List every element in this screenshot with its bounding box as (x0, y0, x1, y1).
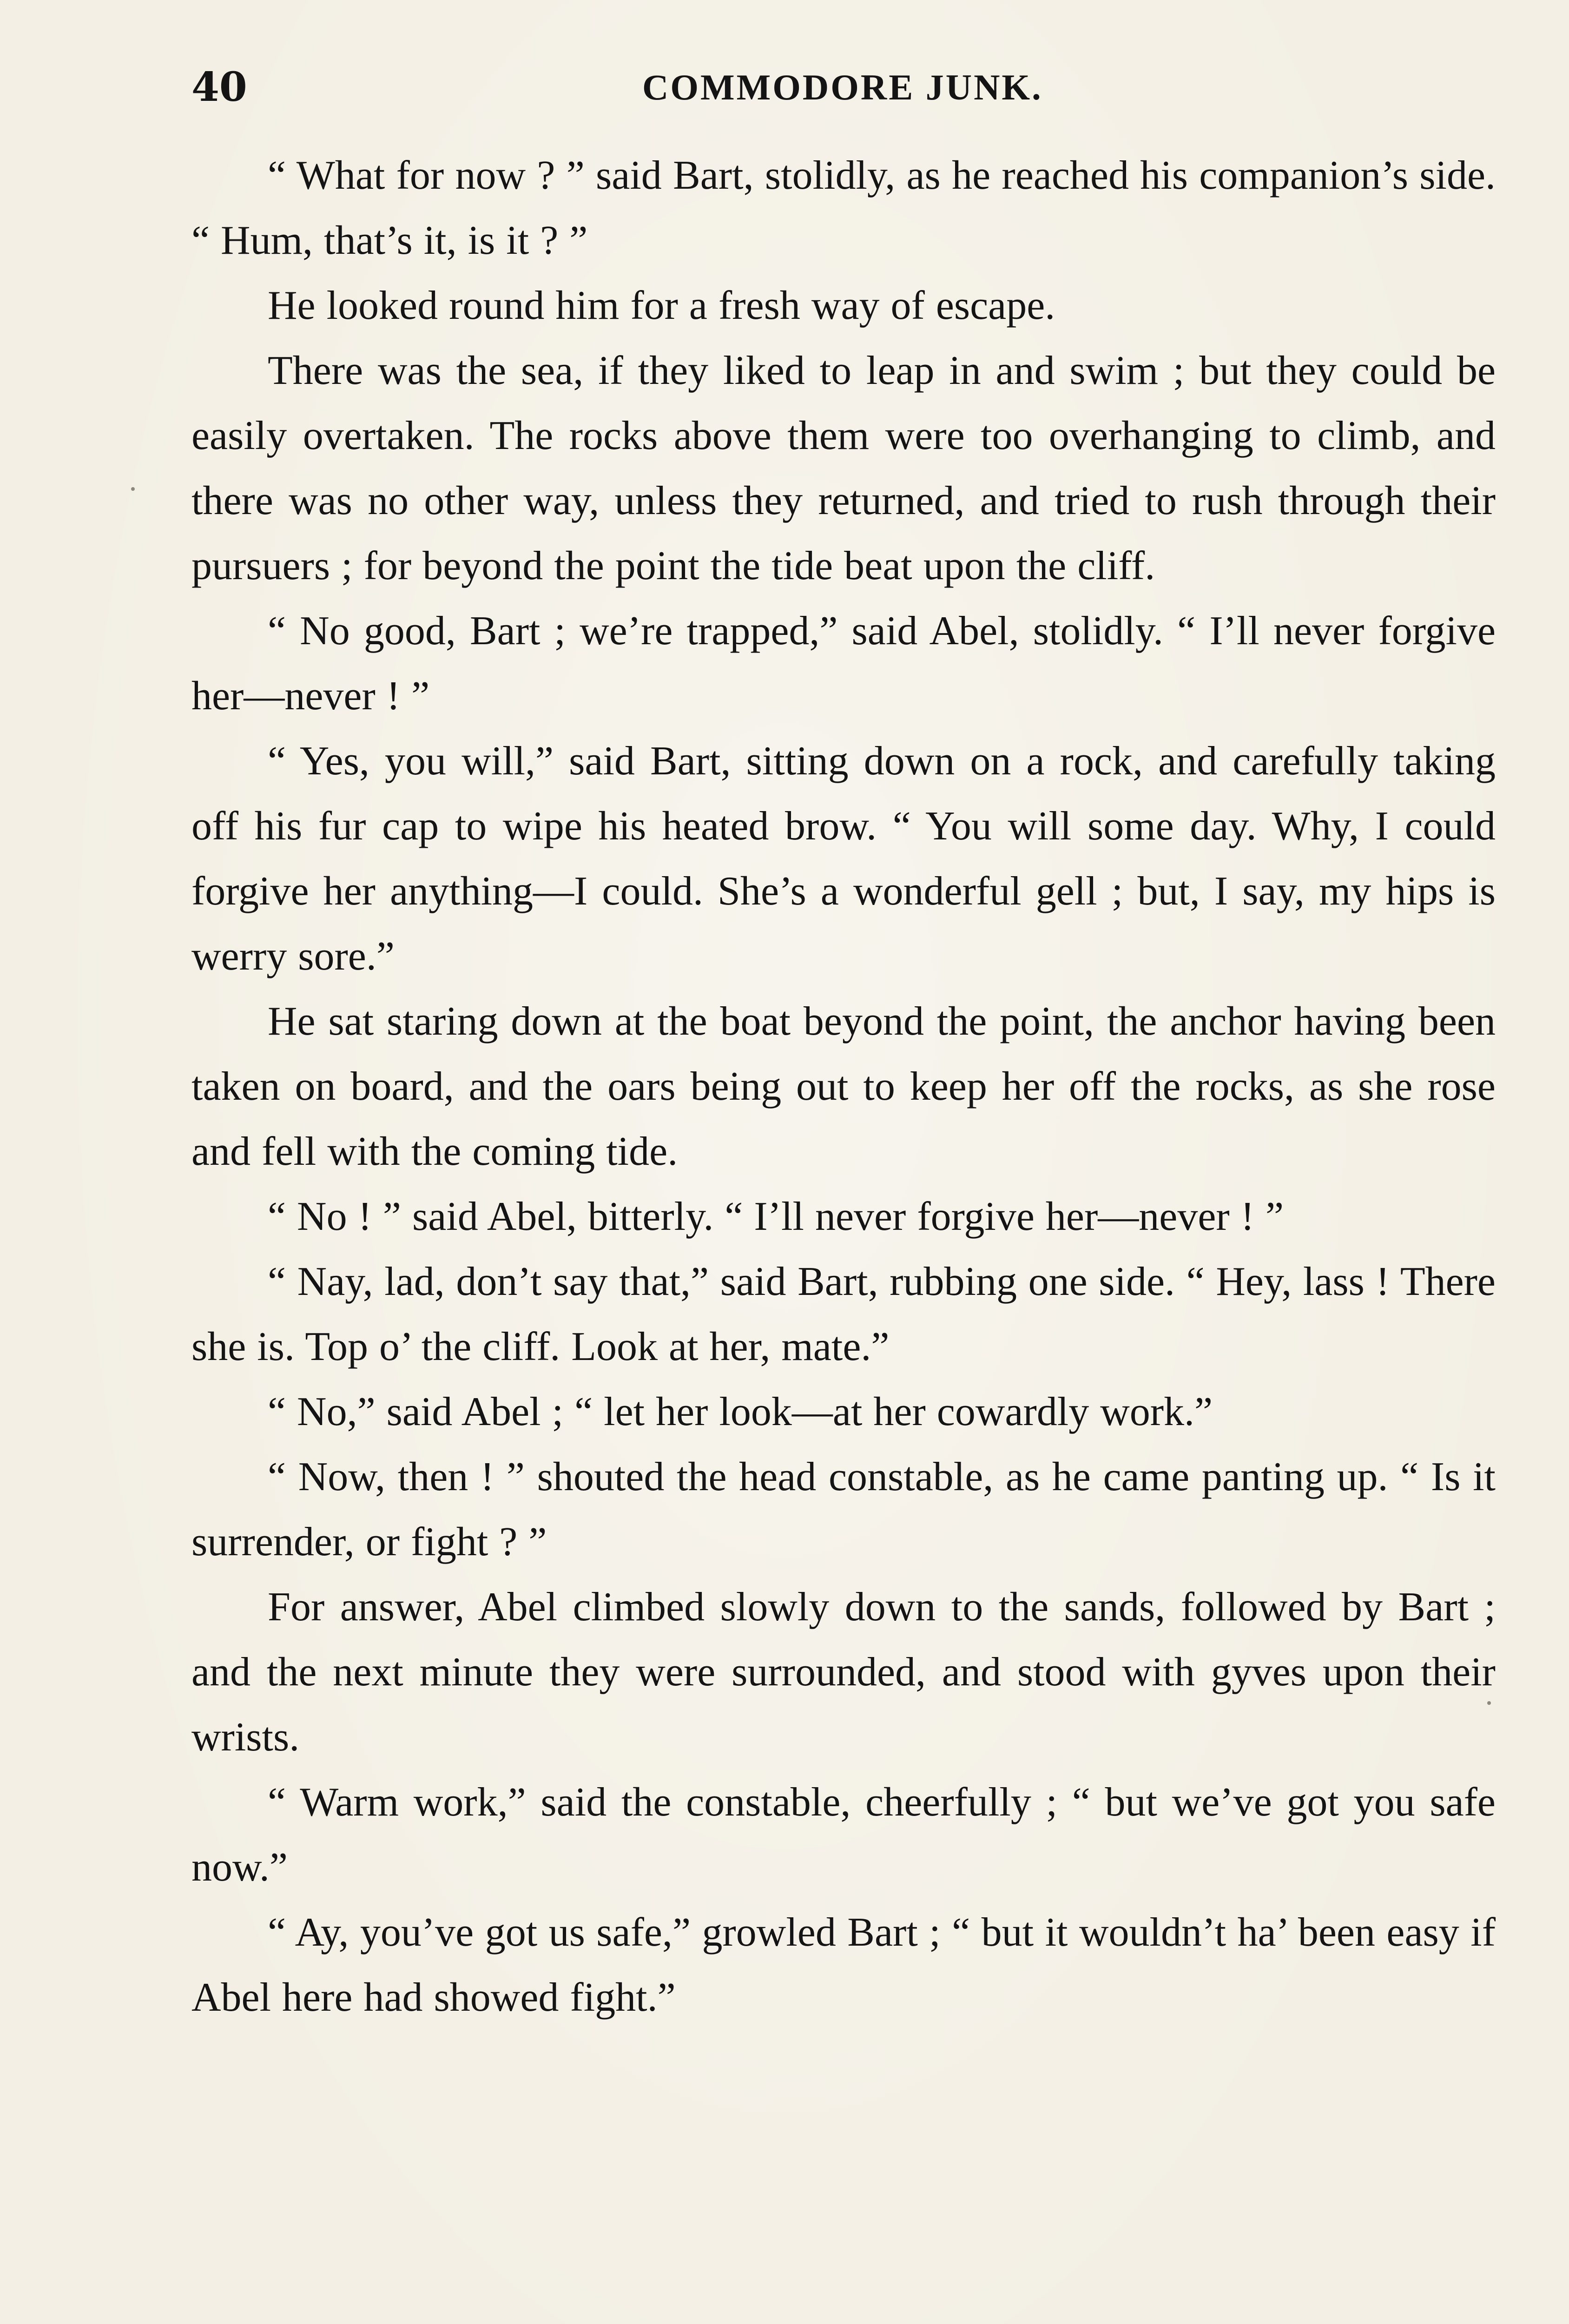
paragraph: He looked round him for a fresh way of escape. (268, 283, 1055, 328)
paragraph: “ No good, Bart ; we’re trapped,” said Abel, stolidly. “ I’ll never forgive her—never ! ” (191, 608, 1496, 719)
paragraph: There was the sea, if they liked to leap in and swim ; but they could be easily overtaken. The rocks above them were too overhanging to climb, and there was no other way, unless they returned, and tried to rush through their pursuers ; for beyond the point the tide beat upon the cliff. (191, 348, 1496, 588)
paper-speck (1487, 1701, 1491, 1705)
page-header (191, 55, 1496, 120)
running-title: COMMODORE JUNK. (642, 67, 1043, 107)
paragraph: “ No ! ” said Abel, bitterly. “ I’ll never forgive her—never ! ” (268, 1194, 1284, 1239)
page-number: 40 (191, 64, 247, 111)
paragraph: He sat staring down at the boat beyond the point, the anchor having been taken on board, and the oars being out to keep her off the rocks, as she rose and fell with the coming tide. (191, 999, 1496, 1174)
body-text (191, 143, 1496, 2030)
paragraph: “ Now, then ! ” shouted the head constable, as he came panting up. “ Is it surrender, or fight ? ” (191, 1454, 1496, 1565)
paragraph: For answer, Abel climbed slowly down to the sands, followed by Bart ; and the next minute they were surrounded, and stood with gyves upon their wrists. (191, 1585, 1496, 1760)
paragraph: “ No,” said Abel ; “ let her look—at her cowardly work.” (268, 1389, 1213, 1434)
paragraph: “ Nay, lad, don’t say that,” said Bart, rubbing one side. “ Hey, lass ! There she is. Top o’ the cliff. Look at her, mate.” (191, 1259, 1496, 1369)
paragraph: “ Ay, you’ve got us safe,” growled Bart ; “ but it wouldn’t ha’ been easy if Abel here had showed fight.” (191, 1910, 1496, 2020)
paragraph: “ Yes, you will,” said Bart, sitting down on a rock, and carefully taking off his fur cap to wipe his heated brow. “ You will some day. Why, I could forgive her anything—I could. She’s a wonderful gell ; but, I say, my hips is werry sore.” (191, 739, 1496, 979)
paragraph: “ Warm work,” said the constable, cheerfully ; “ but we’ve got you safe now.” (191, 1780, 1496, 1890)
paper-speck (131, 487, 135, 491)
paragraph: “ What for now ? ” said Bart, stolidly, as he reached his companion’s side. “ Hum, that’s it, is it ? ” (191, 153, 1496, 263)
